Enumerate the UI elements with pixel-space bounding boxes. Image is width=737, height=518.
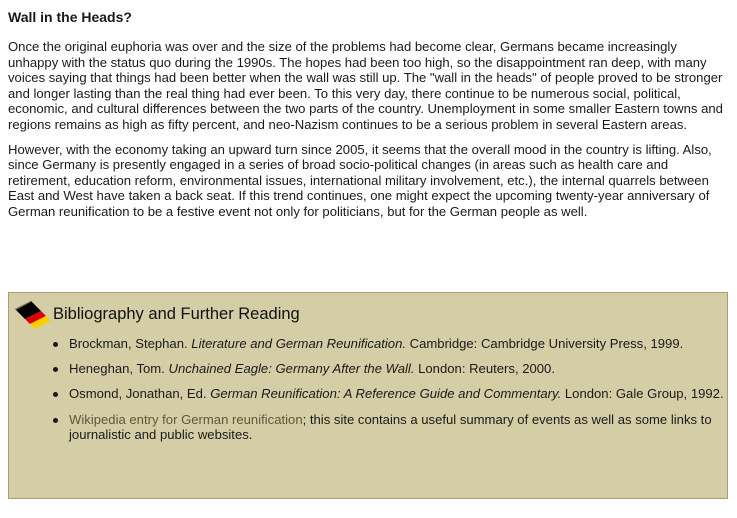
bibliography-list <box>9 333 729 452</box>
list-item <box>69 386 729 402</box>
german-flag-icon <box>11 295 57 331</box>
paragraph-1: Once the original euphoria was over and the size of the problems had become clear, Germans became increasingly unhappy with the status quo during the 1990s. The hopes had been too high, so the disappointment ran deep, with many voices saying that things had been better when the wall was still up. The "wall in the heads" of people proved to be stronger and longer lasting than the real thing had ever been. To this very day, there continue to be numerous social, political, economic, and cultural differences between the two parts of the country. Unemployment in some smaller Eastern towns and regions remains as high as fifty percent, and neo-Nazism continues to be a serious problem in several Eastern areas. <box>8 39 723 132</box>
bibliography-title: Bibliography and Further Reading <box>53 305 300 323</box>
section-heading: Wall in the Heads? <box>8 9 132 25</box>
list-item <box>69 412 729 443</box>
wikipedia-link[interactable]: Wikipedia entry for German reunification <box>69 411 303 427</box>
citation-title: Literature and German Reunification. <box>191 336 406 351</box>
citation-author: Brockman, Stephan. <box>69 336 192 351</box>
list-item <box>69 336 729 352</box>
article-content <box>8 0 730 220</box>
bibliography-panel <box>8 292 728 499</box>
citation-title: Unchained Eagle: Germany After the Wall. <box>168 360 415 376</box>
citation-title: German Reunification: A Reference Guide and Commentary. <box>210 386 562 402</box>
citation-author: Osmond, Jonathan, Ed. <box>69 386 211 402</box>
bibliography-header <box>9 293 727 331</box>
link-description: ; this site contains a useful summary of events as well as some links to journalistic and public websites. <box>69 411 712 443</box>
list-item <box>69 361 729 377</box>
citation-details: London: Reuters, 2000. <box>414 360 555 376</box>
citation-details: London: Gale Group, 1992. <box>561 386 724 402</box>
citation-details: Cambridge: Cambridge University Press, 1999. <box>406 336 684 351</box>
paragraph-2: However, with the economy taking an upward turn since 2005, it seems that the overall mood in the country is lifting. Also, since Germany is presently engaged in a series of broad socio-political changes (in areas such as health care and retirement, education reform, environmental issues, international military involvement, etc.), the internal quarrels between East and West have taken a back seat. If this trend continues, one might expect the upcoming twenty-year anniversary of German reunification to be a festive event not only for politicians, but for the German people as well. <box>8 141 712 219</box>
citation-author: Heneghan, Tom. <box>69 360 169 376</box>
